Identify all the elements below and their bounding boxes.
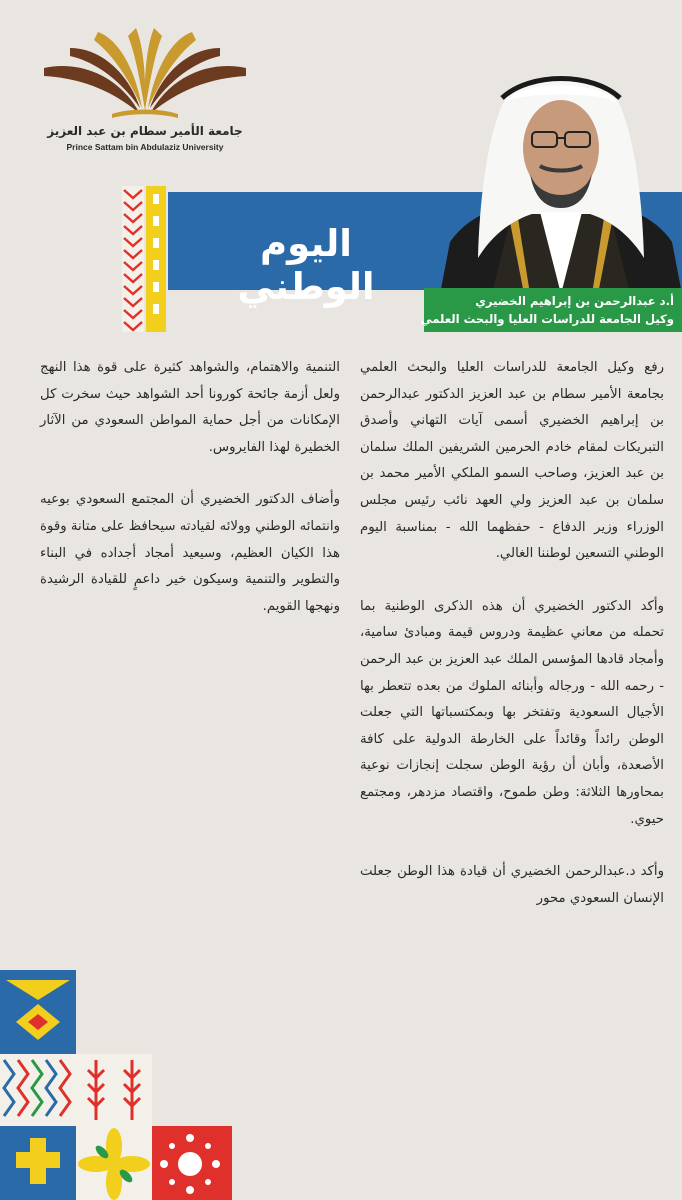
- official-portrait: [440, 62, 682, 294]
- heritage-pattern-block: [0, 970, 232, 1200]
- article-paragraph: وأضاف الدكتور الخضيري أن المجتمع السعودي بوعيه وانتمائه الوطني وولائه لقيادته سيحافظ على متانة وقوة هذا الكيان العظيم، وسيعيد أمجاد أجداده في البناء والتطوير والتنمية وسيكون خير داعمٍ للقيادة الرشيدة ونهجها القويم.: [40, 492, 340, 614]
- person-title: وكيل الجامعة للدراسات العليا والبحث العلمي: [420, 312, 674, 326]
- person-name: أ.د عبدالرحمن بن إبراهيم الخضيري: [475, 294, 674, 308]
- university-arabic-name: جامعة الأمير سطام بن عبد العزيز: [47, 124, 243, 138]
- yellow-pattern-strip: [146, 186, 166, 332]
- article-right-column: [360, 355, 664, 938]
- article-left-column: [40, 355, 340, 646]
- book-fan-icon: [40, 28, 250, 123]
- university-english-name: Prince Sattam bin Abdulaziz University: [66, 142, 224, 152]
- name-plate: [420, 288, 682, 332]
- university-logo: [40, 28, 250, 158]
- article-paragraph: وأكد د.عبدالرحمن الخضيري أن قيادة هذا الوطن جعلت الإنسان السعودي محور: [360, 864, 664, 906]
- page-title: اليوم الوطني: [237, 222, 375, 308]
- article-paragraph: رفع وكيل الجامعة للدراسات العليا والبحث العلمي بجامعة الأمير سطام بن عبد العزيز الدكتور عبدالرحمن بن إبراهيم الخضيري أسمى آيات التهاني وأصدق التبريكات لمقام خادم الحرمين الشريفين الملك سلمان بن عبد العزيز، وصاحب السمو الملكي الأمير محمد بن سلمان بن عبد العزيز ولي العهد نائب رئيس مجلس الوزراء وزير الدفاع - حفظهما الله - بمناسبة اليوم الوطني التسعين لوطننا الغالي.: [360, 360, 664, 562]
- article-paragraph: التنمية والاهتمام، والشواهد كثيرة على قوة هذا النهج ولعل أزمة جائحة كورونا أحد الشواهد حيث سخرت كل الإمكانات من أجل حماية المواطن السعودي من الآثار الخطيرة لهذا الفايروس.: [40, 360, 340, 455]
- article-paragraph: وأكد الدكتور الخضيري أن هذه الذكرى الوطنية بما تحمله من معاني عظيمة ودروس قيمة ومبادئ سامية، وأمجاد قادها المؤسس الملك عبد العزيز بن عبد الرحمن - رحمه الله - ورجاله وأبنائه الملوك من بعده تتعطر بها الأجيال السعودية وتفتخر بها وبمكتسباتها التي جعلت الوطن رائداً وقائداً على الخارطة الدولية على كافة الأصعدة، وأبان أن رؤية الوطن سجلت إنجازات نوعية بمحاورها الثلاثة: وطن طموح، واقتصاد مزدهر، ومجتمع حيوي.: [360, 598, 664, 827]
- sadu-pattern-strip: [122, 186, 144, 332]
